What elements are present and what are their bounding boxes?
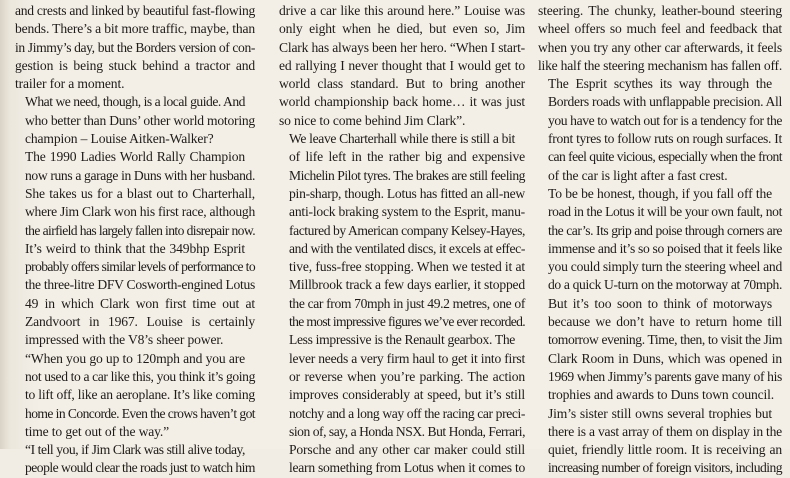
paragraph [15,148,255,239]
text-line: probably offers similar levels of performance to [25,259,255,275]
paragraph [538,75,782,185]
text-line: 49 in which Clark won first time out at [25,295,255,311]
text-line: world championship back home… it was just [279,94,525,110]
text-line: you have to watch out for is a tendency for the [548,112,782,128]
paragraph [538,295,782,405]
text-line: of the car is light after a fast crest. [548,167,728,183]
text-line: tive, fuss-free stopping. When we tested it at [289,259,525,275]
text-line: there is a vast array of them on display in the [548,423,782,439]
text-line: gestion is being stuck behind a tractor and [15,57,255,73]
text-line: people would clear the roads just to watch him [25,460,255,476]
text-line: Porsche and any other car maker could still [289,442,525,458]
text-line: do a quick U-turn on the motorway at 70mph. [548,277,782,293]
paragraph [15,93,255,148]
text-line: the car’s. Its grip and poise through corners are [548,222,782,238]
text-line: We leave Charterhall while there is still a bit [289,131,515,147]
text-line: What we need, though, is a local guide. And [25,94,245,110]
paragraph [279,130,525,331]
text-line: who better than Duns’ other world motoring [25,112,255,128]
text-line: because we don’t have to return home till [548,314,782,330]
text-column-1 [15,2,255,476]
text-line: world class standard. But to bring another [279,76,525,92]
text-line: wheel offers so much feel and feedback that [538,21,782,37]
text-line: the three-litre DFV Cosworth-engined Lotus [25,277,255,293]
text-line: or reverse when you’re parking. The action [289,368,525,384]
text-column-3 [538,2,782,476]
text-line: Less impressive is the Renault gearbox. The [289,332,515,348]
text-line: Michelin Pilot tyres. The brakes are still feeling [289,167,525,183]
text-line: The Esprit scythes its way through the [548,76,772,92]
text-line: the car from 70mph in just 49.2 metres, one of [289,295,525,311]
text-line: trophies and awards to Duns town council. [548,387,775,403]
text-line: trailer for a moment. [15,76,125,92]
text-line: Millbrook track a few days earlier, it stopped [289,277,525,293]
text-line: and with the ventilated discs, it excels at effec- [289,240,525,256]
text-line: increasing number of foreign visitors, including [548,460,782,476]
paragraph [538,2,782,75]
text-line: To be be honest, though, if you fall off the [548,185,772,201]
text-line: It’s weird to think that the 349bhp Esprit [25,240,245,256]
text-line: drive a car like this around here.” Louise was [279,3,525,18]
text-line: home in Concorde. Even the crows haven’t got [25,405,255,421]
text-line: you could simply turn the steering wheel and [548,259,782,275]
text-line: can feel quite vicious, especially when the front [548,149,782,165]
text-line: so nice to come behind Jim Clark”. [279,112,466,128]
text-line: But it’s too soon to think of motorways [548,295,772,311]
text-line: the most impressive figures we’ve ever recorded. [289,314,525,330]
text-line: of life left in the rather big and expensive [289,149,525,165]
text-line: and crests and linked by beautiful fast-flowing [15,3,255,18]
paragraph [538,185,782,295]
text-line: anti-lock braking system to the Esprit, manu- [289,204,525,220]
paragraph [538,405,782,478]
text-line: when you try any other car afterwards, it feels [538,39,782,55]
text-line: where Jim Clark won his first race, although [25,204,255,220]
text-line: now runs a garage in Duns with her husband. [25,167,255,183]
text-line: road in the Lotus it will be your own fault, not [548,204,782,220]
paragraph [279,331,525,477]
text-line: lever needs a very firm haul to get it into first [289,350,525,366]
text-line: the airfield has largely fallen into disrepair now. [25,222,255,238]
text-line: impressed with the V8’s sheer power. [25,332,224,348]
text-line: champion – Louise Aitken-Walker? [25,131,214,147]
text-line: quiet, friendly little room. It is receiving an [548,442,782,458]
text-line: notchy and a long way off the racing car preci- [289,405,525,421]
text-line: Jim’s sister still owns several trophies but [548,405,772,421]
text-line: bends. There’s a bit more traffic, maybe, than [15,21,255,37]
text-line: in Jimmy’s day, but the Borders version of con- [15,39,255,55]
text-line: tomorrow evening. Time, then, to visit the Jim [548,332,782,348]
text-column-2 [279,2,525,476]
text-line: Clark has always been her hero. “When I start- [279,39,525,55]
text-line: improves considerably at speed, but it’s still [289,387,525,403]
paragraph [15,2,255,93]
text-line: sion of, say, a Honda NSX. But Honda, Ferrari, [289,423,525,439]
text-line: like half the steering mechanism has fallen off. [538,57,782,73]
text-line: 1969 when Jimmy’s parents gave many of his [548,368,782,384]
text-line: immense and it’s so so poised that it feels like [548,240,782,256]
text-line: steering. The chunky, leather-bound steering [538,3,782,18]
text-line: front tyres to follow ruts on rough surfaces. It [548,131,782,147]
text-line: pin-sharp, though. Lotus has fitted an all-new [289,185,525,201]
text-line: not used to a car like this, you think it’s going [25,368,255,384]
text-line: Clark Room in Duns, which was opened in [548,350,782,366]
paragraph [15,240,255,350]
paragraph [15,350,255,441]
paragraph [15,441,255,478]
paragraph [279,2,525,130]
text-line: “When you go up to 120mph and you are [25,350,245,366]
text-line: time to get out of the way.” [25,423,170,439]
text-line: learn something from Lotus when it comes to [289,460,525,476]
text-line: to lift off, like an aeroplane. It’s like coming [25,387,255,403]
text-line: She takes us for a blast out to Charterhall, [25,185,255,201]
text-line: “I tell you, if Jim Clark was still alive today, [25,442,245,458]
text-line: only eight when he died, but even so, Jim [279,21,525,37]
text-line: Borders roads with unflappable precision. All [548,94,782,110]
text-line: Zandvoort in 1967. Louise is certainly [25,314,255,330]
text-line: factured by American company Kelsey-Hayes, [289,222,525,238]
text-line: ed rallying I never thought that I would get to [279,57,525,73]
text-line: The 1990 Ladies World Rally Champion [25,149,245,165]
